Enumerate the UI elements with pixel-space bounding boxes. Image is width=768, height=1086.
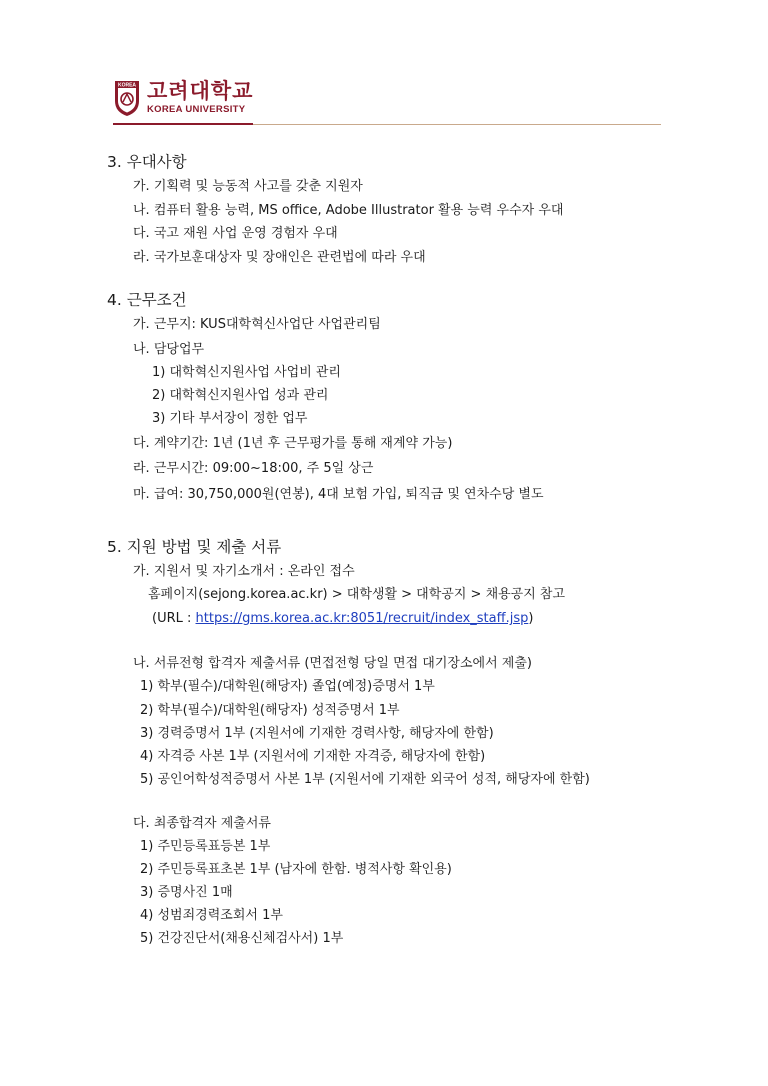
document-item-4: 4) 자격증 사본 1부 (지원서에 기재한 자격증, 해당자에 한함): [140, 749, 486, 764]
document-item-3: 3) 경력증명서 1부 (지원서에 기재한 경력사항, 해당자에 한함): [140, 726, 494, 741]
contract-period: 다. 계약기간: 1년 (1년 후 근무평가를 통해 재계약 가능): [133, 436, 453, 451]
duty-item-3: 3) 기타 부서장이 정한 업무: [152, 411, 308, 426]
url-suffix: ): [528, 611, 534, 626]
preference-item-2: 나. 컴퓨터 활용 능력, MS office, Adobe Illustrator 활용 능력 우수자 우대: [133, 203, 564, 218]
preference-item-4: 라. 국가보훈대상자 및 장애인은 관련법에 따라 우대: [133, 250, 426, 265]
section-3-heading: 3. 우대사항: [107, 153, 187, 171]
logo-english: KOREA UNIVERSITY: [147, 104, 246, 116]
url-prefix: (URL :: [152, 611, 196, 626]
url-line: [152, 610, 533, 628]
document-item-5: 5) 공인어학성적증명서 사본 1부 (지원서에 기재한 외국어 성적, 해당자에 한함): [140, 772, 590, 787]
final-item-5: 5) 건강진단서(채용신체검사서) 1부: [140, 931, 344, 946]
salary: 마. 급여: 30,750,000원(연봉), 4대 보험 가입, 퇴직금 및 연차수당 별도: [133, 487, 544, 502]
section-4-heading: 4. 근무조건: [107, 291, 187, 309]
final-submission-label: 다. 최종합격자 제출서류: [133, 816, 271, 831]
final-item-1: 1) 주민등록표등본 1부: [140, 839, 271, 854]
workplace: 가. 근무지: KUS대학혁신사업단 사업관리팀: [133, 317, 381, 332]
final-item-4: 4) 성범죄경력조회서 1부: [140, 908, 283, 923]
document-submission-label: 나. 서류전형 합격자 제출서류 (면접전형 당일 면접 대기장소에서 제출): [133, 656, 532, 671]
final-item-3: 3) 증명사진 1매: [140, 885, 233, 900]
work-hours: 라. 근무시간: 09:00~18:00, 주 5일 상근: [133, 461, 374, 476]
logo-korean: 고려대학교: [147, 79, 254, 104]
duty-item-1: 1) 대학혁신지원사업 사업비 관리: [152, 365, 341, 380]
section-5-heading: 5. 지원 방법 및 제출 서류: [107, 538, 282, 556]
apply-method: 가. 지원서 및 자기소개서 : 온라인 접수: [133, 564, 355, 579]
preference-item-3: 다. 국고 재원 사업 운영 경험자 우대: [133, 226, 338, 241]
document-item-1: 1) 학부(필수)/대학원(해당자) 졸업(예정)증명서 1부: [140, 679, 435, 694]
recruit-url-link[interactable]: https://gms.korea.ac.kr:8051/recruit/index_staff.jsp: [195, 611, 529, 626]
homepage-path: 홈페이지(sejong.korea.ac.kr) > 대학생활 > 대학공지 > 채용공지 참고: [148, 587, 566, 602]
preference-item-1: 가. 기획력 및 능동적 사고를 갖춘 지원자: [133, 179, 363, 194]
seal-text: KOREA: [117, 82, 137, 89]
duty-item-2: 2) 대학혁신지원사업 성과 관리: [152, 388, 329, 403]
document-item-2: 2) 학부(필수)/대학원(해당자) 성적증명서 1부: [140, 703, 400, 718]
duties-label: 나. 담당업무: [133, 342, 205, 357]
final-item-2: 2) 주민등록표초본 1부 (남자에 한함. 병적사항 확인용): [140, 862, 452, 877]
